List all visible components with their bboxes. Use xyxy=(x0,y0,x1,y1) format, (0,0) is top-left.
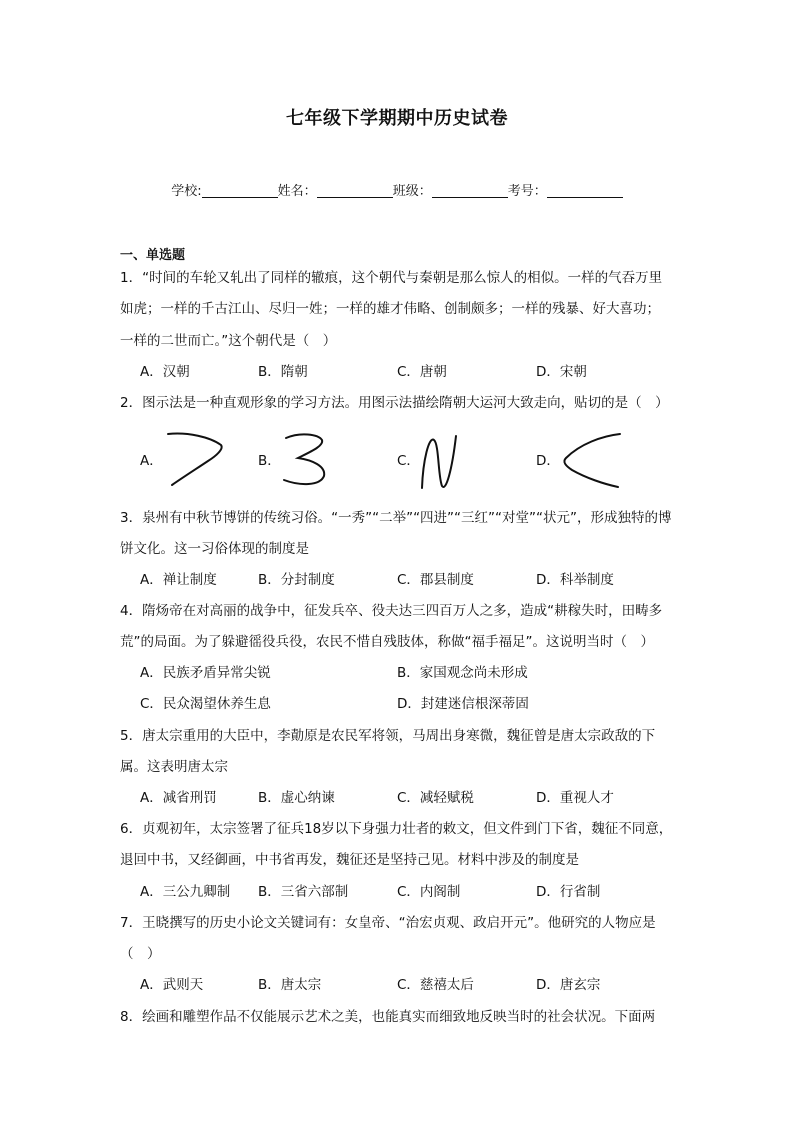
page-title: 七年级下学期期中历史试卷 xyxy=(286,108,508,129)
question-4-option-d[interactable]: D．封建迷信根深蒂固 xyxy=(397,696,529,712)
question-5-line-1: 5．唐太宗重用的大臣中，李勣原是农民军将领，马周出身寒微，魏征曾是唐太宗政敌的下 xyxy=(120,728,656,744)
school-blank[interactable] xyxy=(202,183,278,198)
question-7-option-d[interactable]: D．唐玄宗 xyxy=(536,977,601,993)
question-5-option-d[interactable]: D．重视人才 xyxy=(536,790,614,806)
shape-c-icon xyxy=(418,430,462,492)
question-2-option-b[interactable]: B． xyxy=(258,453,281,469)
number-label: 考号： xyxy=(507,184,547,199)
question-3-option-b[interactable]: B．分封制度 xyxy=(258,572,335,588)
shape-d-icon xyxy=(558,430,624,492)
question-3-line-1: 3．泉州有中秋节博饼的传统习俗。“一秀”“二举”“四进”“三红”“对堂”“状元”，形成独特的博 xyxy=(120,510,672,526)
question-1-line-1: 1．“时间的车轮又轧出了同样的辙痕，这个朝代与秦朝是那么惊人的相似。一样的气吞万里 xyxy=(120,270,663,286)
question-2-line-1: 2．图示法是一种直观形象的学习方法。用图示法描绘隋朝大运河大致走向，贴切的是（ ） xyxy=(120,395,669,411)
question-4-option-b[interactable]: B．家国观念尚未形成 xyxy=(397,665,528,681)
question-3-option-d[interactable]: D．科举制度 xyxy=(536,572,614,588)
question-1-option-a[interactable]: A．汉朝 xyxy=(140,364,190,380)
student-info-line xyxy=(0,180,794,199)
question-7-line-1: 7．王晓撰写的历史小论文关键词有：女皇帝、“治宏贞观、政启开元”。他研究的人物应是 xyxy=(120,915,656,931)
question-3-line-2: 饼文化。这一习俗体现的制度是 xyxy=(120,541,309,557)
question-4-line-1: 4．隋炀帝在对高丽的战争中，征发兵卒、役夫达三四百万人之多，造成“耕稼失时，田畴多 xyxy=(120,603,663,619)
question-4-option-a[interactable]: A．民族矛盾异常尖锐 xyxy=(140,665,271,681)
question-1-line-3: 一样的二世而亡。”这个朝代是（ ） xyxy=(120,333,337,349)
question-6-line-1: 6．贞观初年，太宗签署了征兵18岁以下身强力壮者的敕文，但文件到门下省，魏征不同意， xyxy=(120,821,673,837)
question-1-option-d[interactable]: D．宋朝 xyxy=(536,364,587,380)
question-3-option-c[interactable]: C．郡县制度 xyxy=(397,572,474,588)
question-6-option-b[interactable]: B．三省六部制 xyxy=(258,884,349,900)
question-4-line-2: 荒”的局面。为了躲避徭役兵役，农民不惜自残肢体，称做“福手福足”。这说明当时（ ） xyxy=(120,634,654,650)
school-label: 学校: xyxy=(171,184,202,199)
question-7-option-a[interactable]: A．武则天 xyxy=(140,977,204,993)
question-8-line-1: 8．绘画和雕塑作品不仅能展示艺术之美，也能真实而细致地反映当时的社会状况。下面两 xyxy=(120,1009,656,1025)
question-4-option-c[interactable]: C．民众渴望休养生息 xyxy=(140,696,271,712)
question-3-option-a[interactable]: A．禅让制度 xyxy=(140,572,217,588)
question-2-option-a[interactable]: A． xyxy=(140,453,163,469)
question-5-option-b[interactable]: B．虚心纳谏 xyxy=(258,790,335,806)
question-7-line-2: （ ） xyxy=(120,946,161,962)
question-5-line-2: 属。这表明唐太宗 xyxy=(120,759,228,775)
number-blank[interactable] xyxy=(547,183,623,198)
name-label: 姓名： xyxy=(277,184,317,199)
shape-b-icon xyxy=(280,430,340,492)
question-6-option-d[interactable]: D．行省制 xyxy=(536,884,601,900)
shape-a-icon xyxy=(164,428,228,490)
question-5-option-c[interactable]: C．减轻赋税 xyxy=(397,790,474,806)
question-5-option-a[interactable]: A．减省刑罚 xyxy=(140,790,217,806)
question-1-line-2: 如虎；一样的千古江山、尽归一姓；一样的雄才伟略、创制颇多；一样的残暴、好大喜功； xyxy=(120,301,660,317)
question-6-option-a[interactable]: A．三公九卿制 xyxy=(140,884,231,900)
name-blank[interactable] xyxy=(317,183,393,198)
class-label: 班级： xyxy=(392,184,432,199)
question-6-line-2: 退回中书，又经御画，中书省再发，魏征还是坚持己见。材料中涉及的制度是 xyxy=(120,852,579,868)
question-1-option-c[interactable]: C．唐朝 xyxy=(397,364,447,380)
class-blank[interactable] xyxy=(432,183,508,198)
question-7-option-b[interactable]: B．唐太宗 xyxy=(258,977,322,993)
question-1-option-b[interactable]: B．隋朝 xyxy=(258,364,308,380)
question-2-option-c[interactable]: C． xyxy=(397,453,420,469)
section-heading: 一、单选题 xyxy=(120,248,186,263)
question-7-option-c[interactable]: C．慈禧太后 xyxy=(397,977,474,993)
question-2-option-d[interactable]: D． xyxy=(536,453,560,469)
question-6-option-c[interactable]: C．内阁制 xyxy=(397,884,461,900)
